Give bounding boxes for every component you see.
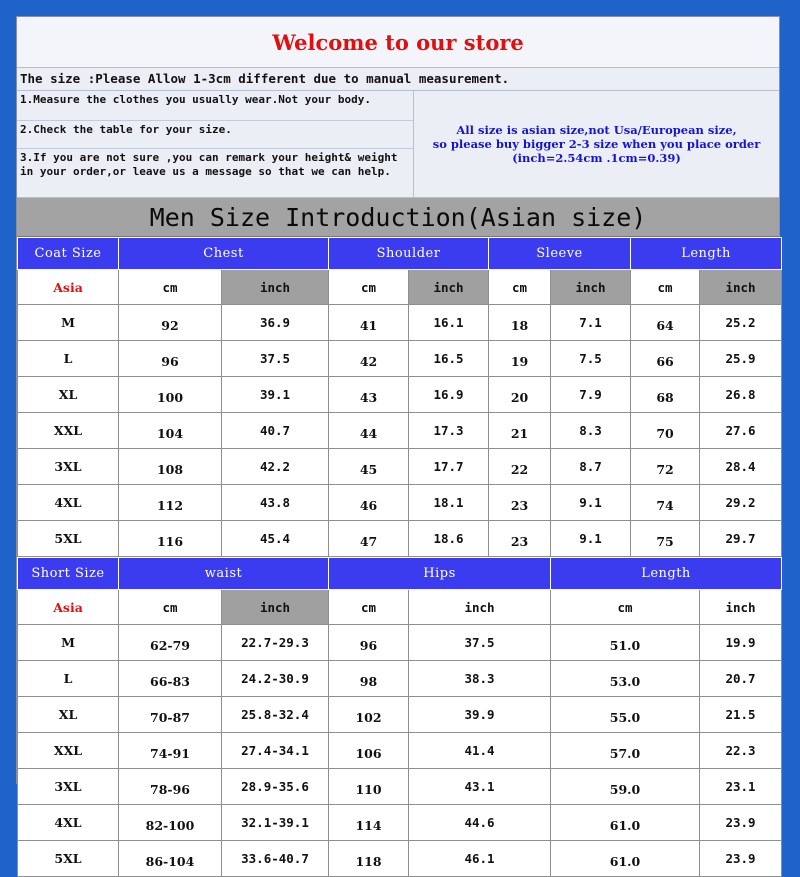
unit-inch: inch [409,590,551,625]
table-cell: 92 [119,305,222,341]
size-label: M [18,625,119,661]
table-cell: 22.3 [700,733,782,769]
table-cell: 23.9 [700,841,782,877]
table-cell: 29.7 [700,521,782,557]
table-row [18,661,782,697]
table-cell: 86-104 [119,841,222,877]
table-cell: 59.0 [551,769,700,805]
table-cell: 61.0 [551,841,700,877]
table-cell: 23 [489,521,551,557]
coat-size-table [17,237,782,557]
unit-inch: inch [551,270,631,305]
table-row [18,521,782,557]
table-cell: 96 [329,625,409,661]
size-label: 5XL [18,841,119,877]
instructions [17,91,414,197]
size-label: XXL [18,413,119,449]
table-cell: 51.0 [551,625,700,661]
table-cell: 36.9 [222,305,329,341]
table-cell: 75 [631,521,700,557]
table-cell: 28.9-35.6 [222,769,329,805]
table-cell: 64 [631,305,700,341]
table-cell: 20 [489,377,551,413]
length-header: Length [631,238,782,270]
table-cell: 46 [329,485,409,521]
coat-header-row [18,238,782,270]
unit-cm: cm [329,270,409,305]
shoulder-header: Shoulder [329,238,489,270]
table-cell: 112 [119,485,222,521]
main-title: Men Size Introduction(Asian size) [17,198,779,237]
table-cell: 70 [631,413,700,449]
short-unit-row [18,590,782,625]
table-cell: 98 [329,661,409,697]
table-cell: 44 [329,413,409,449]
table-cell: 18.1 [409,485,489,521]
size-label: 3XL [18,769,119,805]
unit-cm: cm [119,270,222,305]
table-cell: 7.1 [551,305,631,341]
table-cell: 70-87 [119,697,222,733]
info-section [17,91,779,198]
size-label: M [18,305,119,341]
table-row [18,305,782,341]
short-size-header: Short Size [18,558,119,590]
table-cell: 53.0 [551,661,700,697]
table-cell: 40.7 [222,413,329,449]
short-table-body [18,625,782,877]
table-cell: 114 [329,805,409,841]
table-cell: 27.4-34.1 [222,733,329,769]
notice-line-2: so please buy bigger 2-3 size when you place order [432,137,761,151]
asian-size-notice [414,91,779,197]
table-cell: 102 [329,697,409,733]
table-cell: 45.4 [222,521,329,557]
notice-line-1: All size is asian size,not Usa/European size, [456,123,737,137]
table-row [18,805,782,841]
table-cell: 55.0 [551,697,700,733]
table-cell: 23.9 [700,805,782,841]
table-cell: 24.2-30.9 [222,661,329,697]
unit-inch: inch [409,270,489,305]
table-cell: 18 [489,305,551,341]
size-label: 4XL [18,485,119,521]
region-label: Asia [18,590,119,625]
size-chart-frame [16,16,780,869]
table-cell: 7.5 [551,341,631,377]
table-cell: 26.8 [700,377,782,413]
table-cell: 66-83 [119,661,222,697]
table-cell: 39.9 [409,697,551,733]
table-row [18,485,782,521]
size-label: XL [18,377,119,413]
size-label: 5XL [18,521,119,557]
table-cell: 17.7 [409,449,489,485]
short-length-header: Length [551,558,782,590]
hips-header: Hips [329,558,551,590]
table-row [18,841,782,877]
waist-header: waist [119,558,329,590]
table-cell: 108 [119,449,222,485]
table-cell: 23 [489,485,551,521]
table-cell: 23.1 [700,769,782,805]
sleeve-header: Sleeve [489,238,631,270]
short-size-table [17,557,782,877]
chest-header: Chest [119,238,329,270]
table-cell: 37.5 [222,341,329,377]
table-cell: 78-96 [119,769,222,805]
table-cell: 17.3 [409,413,489,449]
table-cell: 104 [119,413,222,449]
size-label: XXL [18,733,119,769]
table-cell: 66 [631,341,700,377]
table-cell: 33.6-40.7 [222,841,329,877]
table-cell: 42.2 [222,449,329,485]
table-cell: 22 [489,449,551,485]
table-cell: 61.0 [551,805,700,841]
table-cell: 110 [329,769,409,805]
table-cell: 44.6 [409,805,551,841]
table-cell: 8.3 [551,413,631,449]
table-cell: 18.6 [409,521,489,557]
region-label: Asia [18,270,119,305]
unit-inch: inch [700,270,782,305]
table-cell: 9.1 [551,485,631,521]
size-label: 3XL [18,449,119,485]
table-cell: 72 [631,449,700,485]
table-cell: 43.8 [222,485,329,521]
table-cell: 28.4 [700,449,782,485]
table-cell: 46.1 [409,841,551,877]
notice-line-3: (inch=2.54cm .1cm=0.39) [512,151,681,165]
table-cell: 42 [329,341,409,377]
table-cell: 20.7 [700,661,782,697]
table-cell: 21.5 [700,697,782,733]
table-cell: 25.2 [700,305,782,341]
size-label: L [18,341,119,377]
unit-cm: cm [631,270,700,305]
table-row [18,449,782,485]
coat-size-header: Coat Size [18,238,119,270]
table-cell: 47 [329,521,409,557]
size-label: 4XL [18,805,119,841]
table-cell: 16.1 [409,305,489,341]
coat-table-body [18,305,782,557]
short-header-row [18,558,782,590]
table-row [18,341,782,377]
table-cell: 19.9 [700,625,782,661]
unit-inch: inch [700,590,782,625]
table-cell: 8.7 [551,449,631,485]
table-cell: 96 [119,341,222,377]
table-cell: 16.5 [409,341,489,377]
table-cell: 41 [329,305,409,341]
table-cell: 118 [329,841,409,877]
unit-cm: cm [551,590,700,625]
table-cell: 7.9 [551,377,631,413]
table-row [18,697,782,733]
unit-cm: cm [329,590,409,625]
table-cell: 41.4 [409,733,551,769]
table-cell: 68 [631,377,700,413]
unit-cm: cm [119,590,222,625]
table-row [18,769,782,805]
table-row [18,377,782,413]
instruction-step-2: 2.Check the table for your size. [17,121,413,149]
table-cell: 38.3 [409,661,551,697]
size-note: The size :Please Allow 1-3cm different due to manual measurement. [17,68,779,91]
table-cell: 22.7-29.3 [222,625,329,661]
table-cell: 45 [329,449,409,485]
size-label: L [18,661,119,697]
table-cell: 116 [119,521,222,557]
size-label: XL [18,697,119,733]
table-cell: 16.9 [409,377,489,413]
unit-inch: inch [222,590,329,625]
unit-cm: cm [489,270,551,305]
table-cell: 32.1-39.1 [222,805,329,841]
welcome-title: Welcome to our store [17,17,779,68]
table-cell: 43.1 [409,769,551,805]
table-cell: 62-79 [119,625,222,661]
table-cell: 27.6 [700,413,782,449]
table-cell: 74 [631,485,700,521]
table-cell: 19 [489,341,551,377]
table-row [18,413,782,449]
table-row [18,625,782,661]
table-cell: 25.9 [700,341,782,377]
table-cell: 37.5 [409,625,551,661]
unit-inch: inch [222,270,329,305]
table-cell: 43 [329,377,409,413]
table-cell: 29.2 [700,485,782,521]
instruction-step-3: 3.If you are not sure ,you can remark your height& weight in your order,or leave us a message so that we can help. [20,151,398,178]
table-cell: 21 [489,413,551,449]
table-cell: 57.0 [551,733,700,769]
table-cell: 25.8-32.4 [222,697,329,733]
table-cell: 100 [119,377,222,413]
table-row [18,733,782,769]
instruction-step-1: 1.Measure the clothes you usually wear.Not your body. [17,91,413,121]
table-cell: 9.1 [551,521,631,557]
coat-unit-row [18,270,782,305]
table-cell: 82-100 [119,805,222,841]
table-cell: 106 [329,733,409,769]
table-cell: 39.1 [222,377,329,413]
table-cell: 74-91 [119,733,222,769]
